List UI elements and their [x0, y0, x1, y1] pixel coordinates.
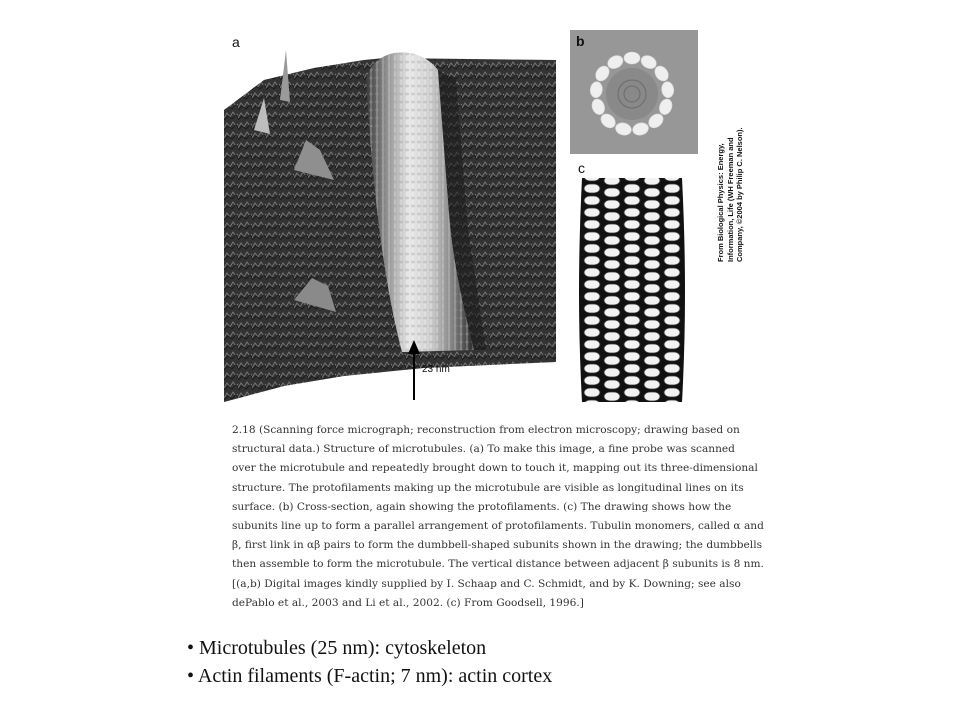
subunit-cell: [664, 304, 680, 313]
subunit-cell: [644, 332, 660, 341]
subunit-cell: [664, 388, 680, 397]
panel-c-drawing: [570, 160, 690, 402]
subunit-cell: [664, 364, 680, 373]
subunit-cell: [624, 364, 640, 373]
subunit-cell: [584, 280, 600, 289]
subunit-cell: [664, 184, 680, 193]
subunit-cell: [624, 232, 640, 241]
subunit-cell: [664, 220, 680, 229]
subunit-cell: [624, 280, 640, 289]
subunit-cell: [604, 200, 620, 209]
subunit-cell: [584, 388, 600, 397]
subunit-cell: [664, 244, 680, 253]
subunit-cell: [644, 308, 660, 317]
subunit-cell: [604, 320, 620, 329]
subunit-cell: [604, 236, 620, 245]
subunit-cell: [604, 224, 620, 233]
subunit-cell: [584, 256, 600, 265]
subunit-cell: [624, 178, 640, 181]
subunit-cell: [664, 292, 680, 301]
caption-line: surface. (b) Cross-section, again showing the protofilaments. (c) The drawing shows how the: [232, 500, 732, 513]
subunit-cell: [664, 268, 680, 277]
subunit-cell: [644, 272, 660, 281]
image-credit: [716, 122, 776, 262]
subunit-cell: [664, 352, 680, 361]
subunit-cell: [604, 368, 620, 377]
subunit-cell: [584, 244, 600, 253]
subunit-cell: [624, 184, 640, 193]
subunit-cell: [644, 224, 660, 233]
panel-b-label: b: [576, 33, 585, 49]
subunit-cell: [584, 364, 600, 373]
subunit-cell: [584, 268, 600, 277]
caption-line: 2.18 (Scanning force micrograph; reconstruction from electron microscopy; drawing based on: [232, 424, 740, 436]
bullet-actin-filaments: • Actin filaments (F-actin; 7 nm): actin cortex: [187, 665, 553, 687]
subunit-cell: [604, 260, 620, 269]
subunit-cell: [664, 196, 680, 205]
subunit-cell: [604, 392, 620, 401]
protofilament-drawing: [576, 178, 688, 402]
subunit-cell: [584, 232, 600, 241]
subunit-cell: [624, 244, 640, 253]
subunit-cell: [664, 280, 680, 289]
caption-line: over the microtubule and repeatedly brought down to touch it, mapping out its three-dimensional: [232, 462, 758, 475]
subunit-cell: [644, 178, 660, 185]
subunit-cell: [664, 328, 680, 337]
subunit-cell: [584, 376, 600, 385]
subunit-cell: [644, 188, 660, 197]
subunit-cell: [604, 296, 620, 305]
subunit-cell: [664, 178, 680, 181]
caption-line: structural data.) Structure of microtubules. (a) To make this image, a fine probe was scanned: [232, 443, 735, 456]
subunit-cell: [584, 178, 600, 181]
credit-line: From Biological Physics: Energy,: [716, 143, 725, 262]
subunit-cell: [584, 304, 600, 313]
subunit-cell: [664, 316, 680, 325]
subunit-cell: [584, 184, 600, 193]
subunit-cell: [644, 320, 660, 329]
subunit-cell: [644, 284, 660, 293]
subunit-cell: [584, 316, 600, 325]
credit-line: Information, Life (WH Freeman and: [725, 137, 735, 262]
subunit-cell: [604, 380, 620, 389]
panel-a-label: a: [232, 34, 240, 50]
subunit-cell: [664, 208, 680, 217]
subunit-cell: [584, 340, 600, 349]
subunit-cell: [624, 340, 640, 349]
subunit-cell: [644, 392, 660, 401]
subunit-cell: [644, 200, 660, 209]
caption-line: subunits line up to form a parallel arrangement of protofilaments. Tubulin monomers, called α and: [232, 520, 764, 533]
caption-line: then assemble to form the microtubule. The vertical distance between adjacent β subunits is 8 nm.: [232, 558, 764, 571]
subunit-cell: [644, 380, 660, 389]
subunit-cell: [624, 328, 640, 337]
caption-line: dePablo et al., 2003 and Li et al., 2002. (c) From Goodsell, 1996.]: [232, 596, 584, 609]
subunit-cell: [624, 316, 640, 325]
protofilament-blob: [624, 52, 640, 64]
subunit-cell: [644, 356, 660, 365]
subunit-cell: [584, 208, 600, 217]
subunit-cell: [664, 256, 680, 265]
subunit-cell: [604, 272, 620, 281]
subunit-cell: [644, 248, 660, 257]
subunit-cell: [644, 296, 660, 305]
subunit-cell: [644, 344, 660, 353]
micrograph-image: [224, 50, 556, 402]
subunit-cell: [604, 344, 620, 353]
subunit-cell: [604, 308, 620, 317]
subunit-cell: [604, 188, 620, 197]
subunit-cell: [644, 260, 660, 269]
subunit-cell: [604, 332, 620, 341]
subunit-cell: [624, 196, 640, 205]
panel-a-micrograph: [224, 30, 556, 402]
subunit-cell: [604, 212, 620, 221]
subunit-cell: [624, 220, 640, 229]
subunit-cell: [604, 356, 620, 365]
subunit-cell: [584, 352, 600, 361]
scale-label: 23 nm: [422, 364, 450, 375]
subunit-cell: [644, 368, 660, 377]
caption-line: β, first link in αβ pairs to form the dumbbell-shaped subunits shown in the drawing; the dumbbells: [232, 539, 763, 552]
subunit-cell: [584, 292, 600, 301]
subunit-cell: [604, 284, 620, 293]
subunit-cell: [664, 340, 680, 349]
subunit-cell: [624, 256, 640, 265]
caption-line: [(a,b) Digital images kindly supplied by I. Schaap and C. Schmidt, and by K. Downing; see also: [232, 577, 741, 590]
subunit-cell: [664, 376, 680, 385]
subunit-cell: [584, 220, 600, 229]
subunit-cell: [664, 232, 680, 241]
credit-line: Company, ©2004 by Philip C. Nelson).: [735, 127, 744, 262]
subunit-cell: [624, 304, 640, 313]
subunit-cell: [584, 328, 600, 337]
bullet-list: [187, 634, 787, 690]
bullet-microtubules: • Microtubules (25 nm): cytoskeleton: [187, 637, 487, 659]
subunit-cell: [624, 292, 640, 301]
figure-caption: [232, 421, 780, 613]
subunit-cell: [584, 196, 600, 205]
panel-b-cross-section: [570, 30, 698, 154]
subunit-cell: [624, 388, 640, 397]
cross-section-image: [570, 30, 698, 154]
caption-line: structure. The protofilaments making up the microtubule are visible as longitudinal lines on its: [232, 481, 744, 494]
subunit-cell: [604, 248, 620, 257]
panel-c-label: c: [578, 160, 585, 176]
subunit-cell: [604, 178, 620, 185]
subunit-cell: [624, 268, 640, 277]
subunit-cell: [644, 236, 660, 245]
subunit-cell: [624, 352, 640, 361]
subunit-cell: [624, 376, 640, 385]
subunit-cell: [624, 208, 640, 217]
subunit-cell: [644, 212, 660, 221]
